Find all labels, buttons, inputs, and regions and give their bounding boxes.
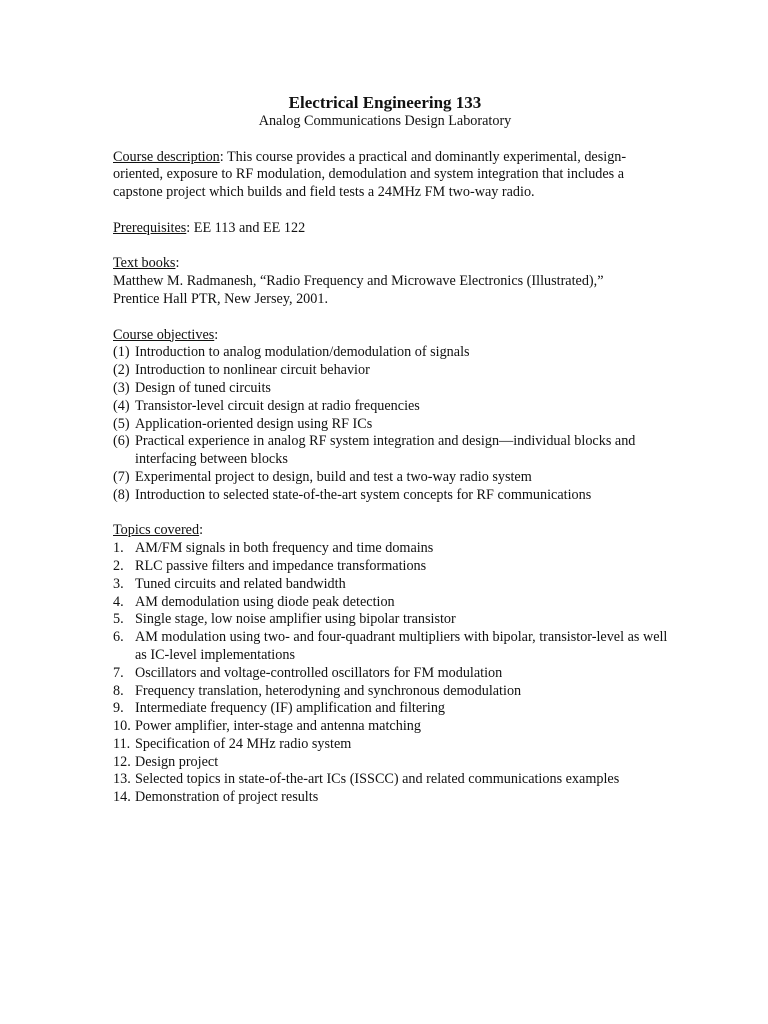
- list-item: 1. AM/FM signals in both frequency and time domains: [113, 540, 434, 557]
- course-objectives: Course objectives: (1) Introduction to analog modulation/demodulation of signals (2) Introduction to nonlinear circuit behavior (3) Design of tuned circuits (4) Transistor-level circuit design at radio frequencies (5) Application-oriented design using RF ICs (6) Practical experience in analog RF system integration and design—individual blocks and interfacing between blocks (7) Experimental project to design, build and test a two-way radio system (8) Introduction to selected state-of-the-art system concepts for RF communications: [113, 327, 673, 505]
- list-item: 4. AM demodulation using diode peak detection: [113, 593, 395, 610]
- topics-label: Topics covered: [113, 522, 200, 539]
- list-item: 5. Single stage, low noise amplifier using bipolar transistor: [113, 611, 456, 628]
- textbooks-label: Text books: [113, 255, 176, 272]
- list-item: 11. Specification of 24 MHz radio system: [113, 735, 352, 752]
- list-item: (5) Application-oriented design using RF ICs: [113, 415, 373, 432]
- list-item: 13. Selected topics in state-of-the-art ICs (ISSCC) and related communications examples: [113, 771, 620, 788]
- list-item: 9. Intermediate frequency (IF) amplification and filtering: [113, 700, 446, 717]
- prerequisites-text: : EE 113 and EE 122: [186, 219, 306, 236]
- prerequisites: [113, 220, 673, 238]
- topics-list: [113, 540, 673, 807]
- list-item: 8. Frequency translation, heterodyning and synchronous demodulation: [113, 682, 522, 699]
- list-item: (4) Transistor-level circuit design at radio frequencies: [113, 397, 420, 414]
- list-item: 14. Demonstration of project results: [113, 789, 319, 806]
- list-item: 2. RLC passive filters and impedance transformations: [113, 557, 427, 574]
- prerequisites-label: Prerequisites: [113, 219, 187, 236]
- list-item: (2) Introduction to nonlinear circuit behavior: [113, 362, 370, 379]
- list-item: 10. Power amplifier, inter-stage and antenna matching: [113, 718, 421, 735]
- list-item: 6. AM modulation using two- and four-quadrant multipliers with bipolar, transistor-level as well as IC-level implementations: [113, 629, 668, 663]
- list-item: (7) Experimental project to design, build and test a two-way radio system: [113, 468, 532, 485]
- page-subtitle: Analog Communications Design Laboratory: [258, 113, 512, 129]
- textbook-line-2: Prentice Hall PTR, New Jersey, 2001.: [113, 290, 329, 307]
- list-item: 3. Tuned circuits and related bandwidth: [113, 575, 346, 592]
- list-item: (8) Introduction to selected state-of-the-art system concepts for RF communications: [113, 486, 592, 503]
- list-item: 7. Oscillators and voltage-controlled oscillators for FM modulation: [113, 664, 503, 681]
- description-label: Course description: [113, 148, 220, 165]
- list-item: (6) Practical experience in analog RF system integration and design—individual blocks and interfacing between blocks: [113, 433, 636, 468]
- page-title: Electrical Engineering 133: [288, 93, 482, 112]
- list-item: (1) Introduction to analog modulation/demodulation of signals: [113, 344, 470, 361]
- list-item: (3) Design of tuned circuits: [113, 379, 271, 396]
- textbooks: Text books: Matthew M. Radmanesh, “Radio Frequency and Microwave Electronics (Illustrated),” Prentice Hall PTR, New Jersey, 2001.: [113, 255, 673, 308]
- course-description: [113, 149, 673, 202]
- objectives-label: Course objectives: [113, 326, 215, 343]
- document-page: [113, 93, 673, 807]
- textbook-line-1: Matthew M. Radmanesh, “Radio Frequency and Microwave Electronics (Illustrated),”: [113, 273, 604, 290]
- list-item: 12. Design project: [113, 753, 219, 770]
- topics-covered: Topics covered: 1. AM/FM signals in both frequency and time domains 2. RLC passive filters and impedance transformations 3. Tuned circuits and related bandwidth 4. AM demodulation using diode peak detection 5. Single stage, low noise amplifier using bipolar transistor 6. AM modulation using two- and four-quadrant multipliers with bipolar, transistor-level as well as IC-level implementations 7. Oscillators and voltage-controlled oscillators for FM modulation 8. Frequency translation, heterodyning and synchronous demodulation 9. Intermediate frequency (IF) amplification and filtering 10. Power amplifier, inter-stage and antenna matching 11. Specification of 24 MHz radio system 12. Design project 13. Selected topics in state-of-the-art ICs (ISSCC) and related communications examples 14. Demonstration of project results: [113, 522, 673, 807]
- objectives-list: [113, 344, 673, 504]
- description-text: : This course provides a practical and dominantly experimental, design-oriented, exposure to RF modulation, demodulation and system integration that includes a capstone project which builds and field tests a 24MHz FM two-way radio.: [113, 148, 627, 201]
